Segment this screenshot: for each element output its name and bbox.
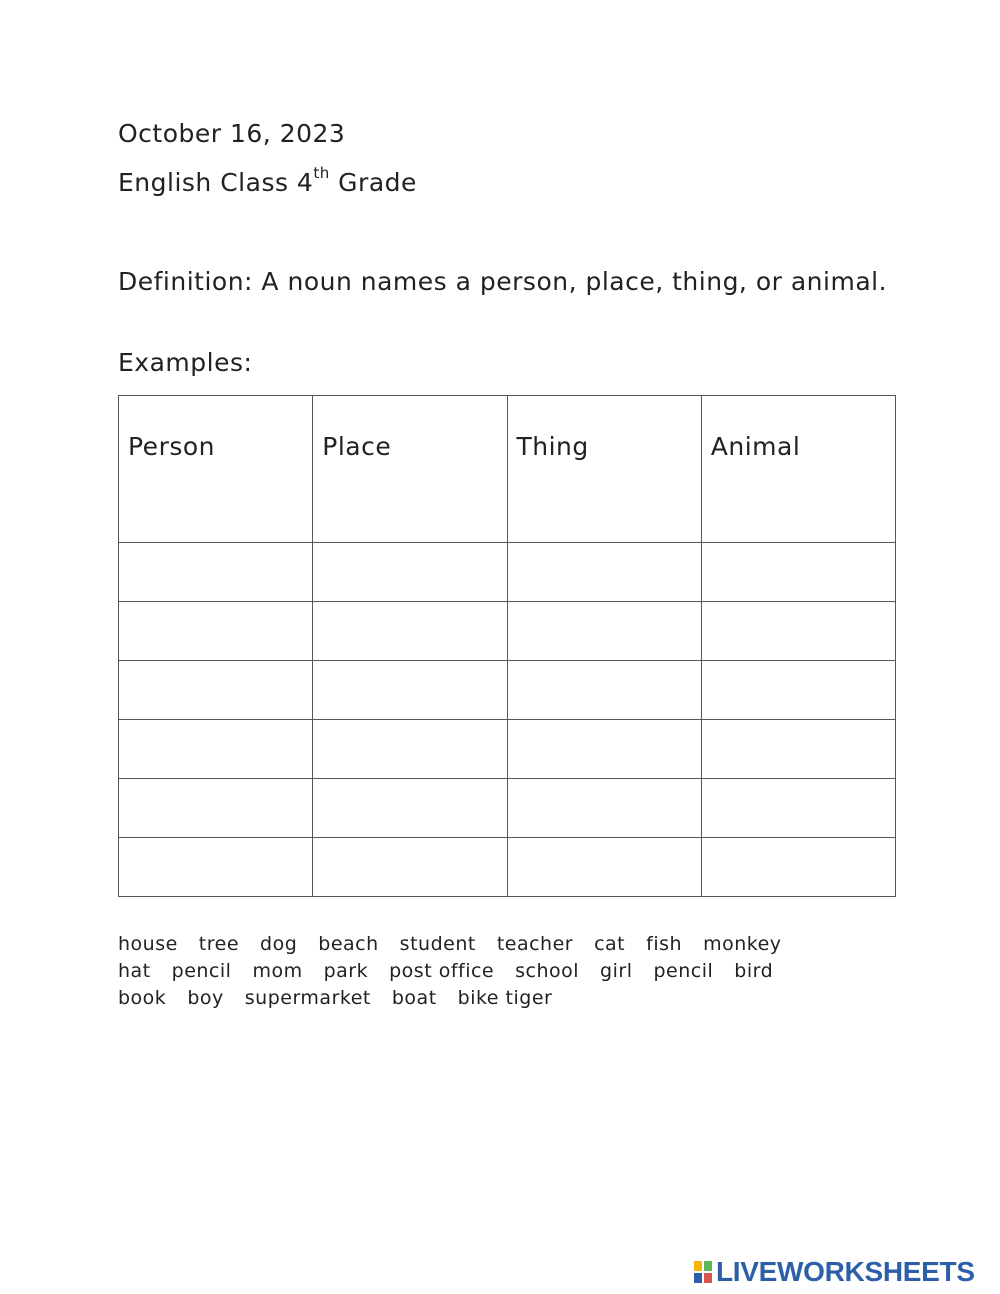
answer-cell-animal[interactable] <box>701 661 895 720</box>
word-bank-word[interactable]: girl <box>600 960 633 982</box>
answer-cell-thing[interactable] <box>507 543 701 602</box>
word-bank-row <box>118 958 803 985</box>
word-bank-word[interactable]: teacher <box>496 933 574 955</box>
answer-cell-thing[interactable] <box>507 661 701 720</box>
table-row <box>119 720 896 779</box>
answer-cell-person[interactable] <box>119 720 313 779</box>
word-bank-row <box>118 931 803 958</box>
word-bank-word[interactable]: pencil <box>653 960 714 982</box>
logo-square <box>703 1260 713 1272</box>
answer-cell-person[interactable] <box>119 838 313 897</box>
word-bank <box>118 931 803 1012</box>
logo-text: LIVEWORKSHEETS <box>716 1256 975 1287</box>
word-bank-word[interactable]: bike tiger <box>457 987 553 1009</box>
answer-cell-thing[interactable] <box>507 838 701 897</box>
noun-definition: Definition: A noun names a person, place, thing, or animal. <box>118 267 888 296</box>
table-row <box>119 838 896 897</box>
class-prefix: English Class 4 <box>118 168 314 197</box>
answer-cell-place[interactable] <box>313 838 507 897</box>
word-bank-word[interactable]: dog <box>260 933 298 955</box>
word-bank-word[interactable]: tree <box>198 933 240 955</box>
word-bank-word[interactable]: boy <box>187 987 224 1009</box>
answer-cell-person[interactable] <box>119 779 313 838</box>
table-row <box>119 602 896 661</box>
word-bank-word[interactable]: boat <box>391 987 437 1009</box>
word-bank-word[interactable]: supermarket <box>244 987 371 1009</box>
answer-cell-thing[interactable] <box>507 720 701 779</box>
answer-cell-thing[interactable] <box>507 602 701 661</box>
liveworksheets-logo-icon <box>693 1260 713 1284</box>
answer-cell-person[interactable] <box>119 602 313 661</box>
word-bank-word[interactable]: school <box>515 960 580 982</box>
answer-cell-person[interactable] <box>119 543 313 602</box>
worksheet-date: October 16, 2023 <box>118 119 346 148</box>
word-bank-word[interactable]: student <box>399 933 476 955</box>
table-row <box>119 543 896 602</box>
answer-cell-place[interactable] <box>313 602 507 661</box>
class-line <box>118 164 417 197</box>
word-bank-row <box>118 985 803 1012</box>
logo-square <box>693 1260 703 1272</box>
column-header-place: Place <box>313 396 507 543</box>
column-header-person: Person <box>119 396 313 543</box>
answer-cell-place[interactable] <box>313 720 507 779</box>
word-bank-word[interactable]: mom <box>252 960 303 982</box>
answer-cell-person[interactable] <box>119 661 313 720</box>
answer-cell-animal[interactable] <box>701 838 895 897</box>
logo-square <box>703 1272 713 1284</box>
answer-cell-thing[interactable] <box>507 779 701 838</box>
word-bank-word[interactable]: monkey <box>703 933 782 955</box>
answer-cell-place[interactable] <box>313 543 507 602</box>
table-row <box>119 779 896 838</box>
table-header-row <box>119 396 896 543</box>
word-bank-word[interactable]: hat <box>118 960 151 982</box>
column-header-animal: Animal <box>701 396 895 543</box>
word-bank-word[interactable]: book <box>118 987 167 1009</box>
class-suffix: Grade <box>329 168 417 197</box>
grade-superscript: th <box>313 164 330 182</box>
noun-category-table <box>118 395 896 897</box>
word-bank-word[interactable]: beach <box>318 933 379 955</box>
answer-cell-place[interactable] <box>313 779 507 838</box>
word-bank-word[interactable]: post office <box>389 960 495 982</box>
answer-cell-place[interactable] <box>313 661 507 720</box>
word-bank-word[interactable]: cat <box>594 933 626 955</box>
logo-square <box>693 1272 703 1284</box>
column-header-thing: Thing <box>507 396 701 543</box>
word-bank-word[interactable]: pencil <box>171 960 232 982</box>
table-row <box>119 661 896 720</box>
word-bank-word[interactable]: house <box>118 933 178 955</box>
answer-cell-animal[interactable] <box>701 543 895 602</box>
examples-label: Examples: <box>118 348 253 377</box>
liveworksheets-logo <box>693 1256 975 1288</box>
answer-cell-animal[interactable] <box>701 779 895 838</box>
word-bank-word[interactable]: fish <box>646 933 683 955</box>
answer-cell-animal[interactable] <box>701 720 895 779</box>
word-bank-word[interactable]: park <box>323 960 369 982</box>
answer-cell-animal[interactable] <box>701 602 895 661</box>
word-bank-word[interactable]: bird <box>734 960 774 982</box>
